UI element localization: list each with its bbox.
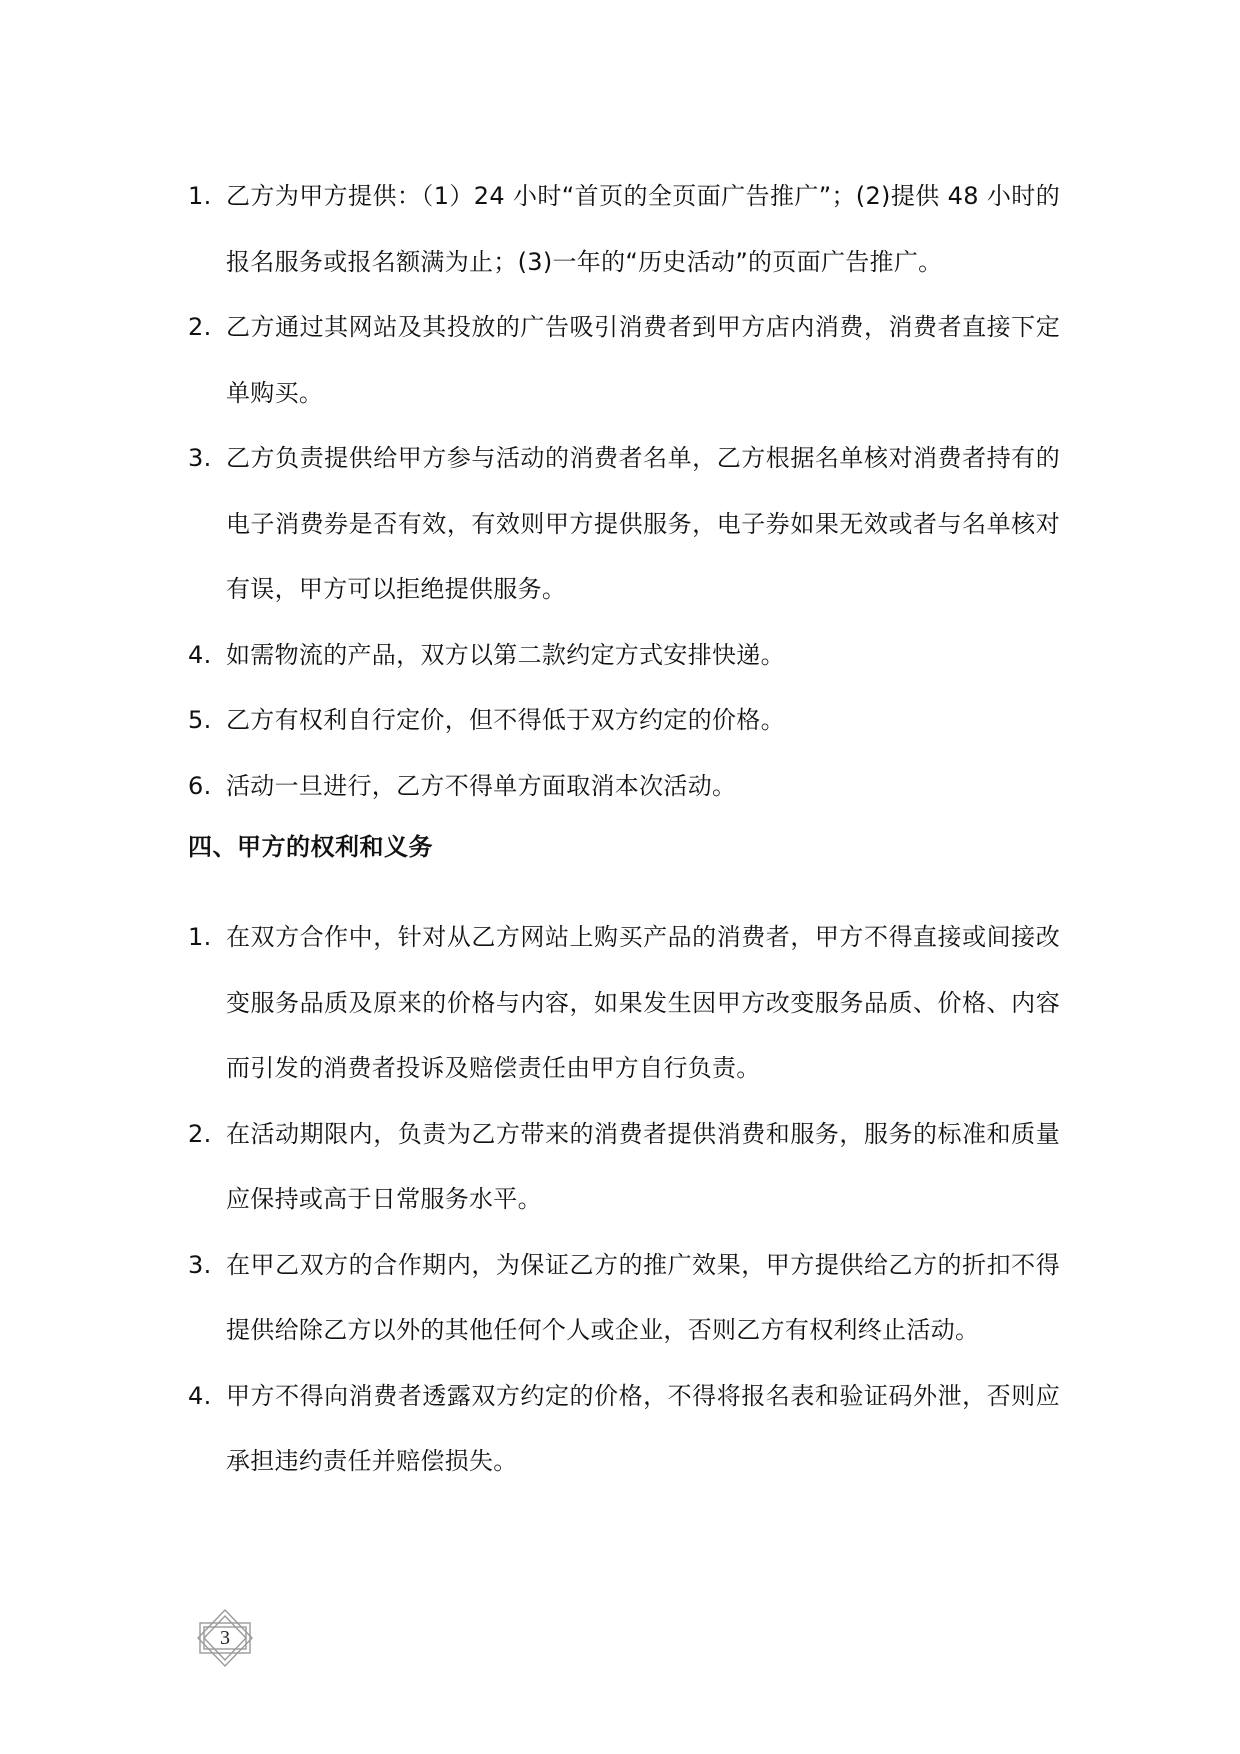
list-item-number: 2. xyxy=(188,313,212,341)
list-item-number: 4. xyxy=(188,1381,212,1410)
list-item xyxy=(188,1364,1060,1495)
list-item-number: 5. xyxy=(188,706,212,734)
list-item-text: 乙方为甲方提供：（1）24 小时“首页的全页面广告推广”；(2)提供 48 小时的报名服务或报名额满为止；(3)一年的“历史活动”的页面广告推广。 xyxy=(226,182,1060,276)
page-number-text: 3 xyxy=(220,1627,230,1649)
list-item-number: 3. xyxy=(188,444,212,472)
list-item-text: 乙方通过其网站及其投放的广告吸引消费者到甲方店内消费，消费者直接下定单购买。 xyxy=(226,313,1060,407)
list-item-text: 在活动期限内，负责为乙方带来的消费者提供消费和服务，服务的标准和质量应保持或高于日常服务水平。 xyxy=(226,1119,1060,1213)
list-item xyxy=(188,1102,1060,1233)
list-item-number: 1. xyxy=(188,923,212,951)
list-item xyxy=(188,688,1060,754)
list-item-number: 2. xyxy=(188,1119,212,1148)
list-item-text: 乙方有权利自行定价，但不得低于双方约定的价格。 xyxy=(226,706,785,734)
page-number xyxy=(194,1607,256,1669)
list-item-text: 如需物流的产品，双方以第二款约定方式安排快递。 xyxy=(226,640,785,669)
list-item-number: 6. xyxy=(188,771,212,800)
list-item-number: 4. xyxy=(188,640,212,669)
list-item-text: 在甲乙双方的合作期内，为保证乙方的推广效果，甲方提供给乙方的折扣不得提供给除乙方以外的其他任何个人或企业，否则乙方有权利终止活动。 xyxy=(226,1250,1060,1344)
list-item xyxy=(188,905,1060,1102)
party-b-obligations-list xyxy=(188,164,1060,819)
list-item-text: 在双方合作中，针对从乙方网站上购买产品的消费者，甲方不得直接或间接改变服务品质及原来的价格与内容，如果发生因甲方改变服务品质、价格、内容而引发的消费者投诉及赔偿责任由甲方自行负责。 xyxy=(226,923,1060,1082)
list-item xyxy=(188,754,1060,820)
party-a-rights-obligations-list xyxy=(188,905,1060,1495)
list-item xyxy=(188,1233,1060,1364)
list-item xyxy=(188,426,1060,623)
list-item xyxy=(188,295,1060,426)
list-item-text: 活动一旦进行，乙方不得单方面取消本次活动。 xyxy=(226,771,737,800)
list-item xyxy=(188,164,1060,295)
list-item xyxy=(188,623,1060,689)
list-item-text: 甲方不得向消费者透露双方约定的价格，不得将报名表和验证码外泄，否则应承担违约责任并赔偿损失。 xyxy=(226,1381,1060,1475)
list-item-text: 乙方负责提供给甲方参与活动的消费者名单，乙方根据名单核对消费者持有的电子消费券是否有效，有效则甲方提供服务，电子券如果无效或者与名单核对有误，甲方可以拒绝提供服务。 xyxy=(226,444,1060,603)
list-item-number: 3. xyxy=(188,1250,212,1279)
section-heading: 四、甲方的权利和义务 xyxy=(188,833,433,861)
list-item-number: 1. xyxy=(188,182,212,210)
